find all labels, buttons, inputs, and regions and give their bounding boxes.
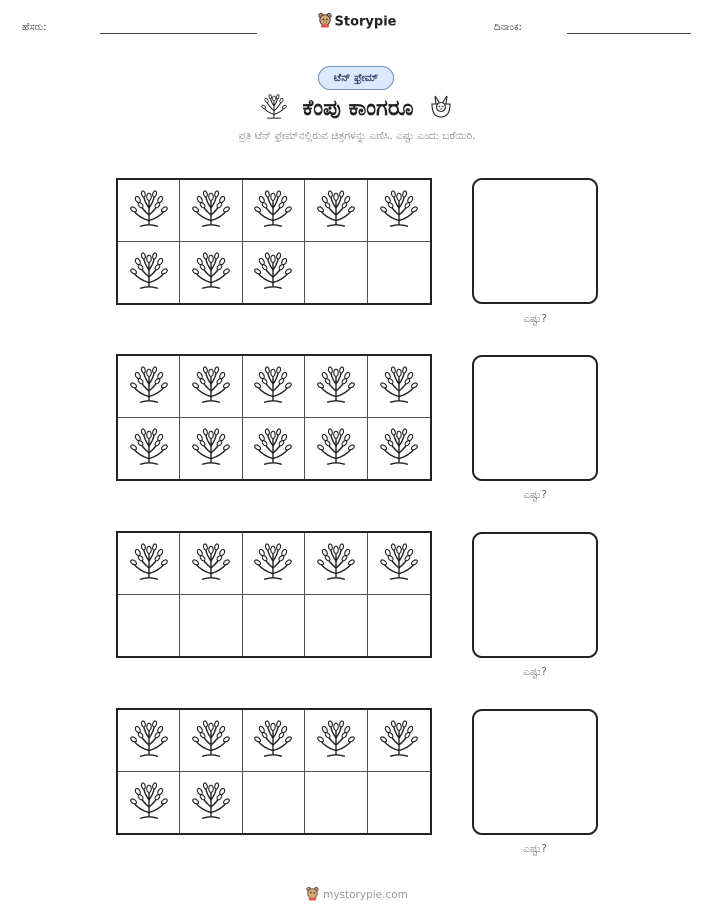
frame-cell: [305, 595, 367, 657]
frame-cell: [118, 595, 180, 657]
frame-cell: [368, 595, 430, 657]
answer-label-2: ಎಷ್ಟು?: [523, 489, 547, 501]
frame-cell: [243, 180, 305, 242]
title-text: ಕೆಂಪು ಕಾಂಗರೂ: [302, 96, 414, 121]
frame-cell: [118, 772, 180, 834]
bear-icon: [306, 886, 319, 904]
frame-cell: [180, 356, 242, 418]
brand-name: Storypie: [334, 14, 397, 30]
answer-box-4[interactable]: [472, 709, 598, 835]
frame-cell: [180, 595, 242, 657]
plant-icon: [128, 425, 170, 471]
plant-icon: [252, 363, 294, 409]
frame-cell: [243, 772, 305, 834]
plant-icon: [315, 540, 357, 586]
plant-icon: [378, 425, 420, 471]
frame-cell: [118, 356, 180, 418]
plant-icon: [378, 540, 420, 586]
answer-box-3[interactable]: [472, 532, 598, 658]
frame-cell: [368, 772, 430, 834]
frame-cell: [368, 533, 430, 595]
footer: [0, 886, 714, 904]
brand-logo: [0, 12, 714, 32]
frame-cell: [305, 242, 367, 304]
answer-box-1[interactable]: [472, 178, 598, 304]
plant-icon: [190, 187, 232, 233]
footer-site: mystorypie.com: [323, 889, 408, 901]
frame-cell: [180, 180, 242, 242]
answer-box-2[interactable]: [472, 355, 598, 481]
answer-label-3: ಎಷ್ಟು?: [523, 666, 547, 678]
ten-frame-2: [116, 354, 432, 481]
frame-cell: [180, 533, 242, 595]
frame-cell: [118, 710, 180, 772]
plant-icon: [128, 779, 170, 825]
frame-cell: [305, 356, 367, 418]
frame-cell: [180, 242, 242, 304]
plant-icon: [252, 425, 294, 471]
frame-cell: [305, 418, 367, 480]
plant-icon: [128, 717, 170, 763]
plant-icon: [128, 540, 170, 586]
name-label: ಹೆಸರು:: [22, 22, 47, 33]
bear-icon: [318, 12, 332, 32]
frame-cell: [118, 242, 180, 304]
plant-icon: [315, 425, 357, 471]
plant-icon: [128, 187, 170, 233]
plant-icon: [252, 187, 294, 233]
frame-cell: [180, 418, 242, 480]
frame-cell: [118, 418, 180, 480]
frame-cell: [368, 710, 430, 772]
frame-cell: [368, 180, 430, 242]
frame-cell: [118, 180, 180, 242]
plant-icon: [190, 249, 232, 295]
date-label: ದಿನಾಂಕ:: [494, 22, 522, 33]
answer-label-4: ಎಷ್ಟು?: [523, 843, 547, 855]
frame-cell: [118, 533, 180, 595]
plant-icon: [378, 363, 420, 409]
frame-cell: [243, 533, 305, 595]
plant-icon: [128, 363, 170, 409]
frame-cell: [305, 533, 367, 595]
worksheet-type-badge: ಟೆನ್ ಫ್ರೇಮ್: [318, 66, 394, 90]
frame-cell: [243, 356, 305, 418]
plant-icon: [190, 540, 232, 586]
instructions: ಪ್ರತಿ ಟೆನ್ ಫ್ರೇಮ್‌ನಲ್ಲಿರುವ ಚಿತ್ರಗಳನ್ನು ಎಣಿಸಿ. ಎಷ್ಟು ಎಂದು ಬರೆಯಿರಿ.: [238, 130, 476, 142]
name-line[interactable]: [100, 33, 257, 34]
frame-cell: [368, 418, 430, 480]
plant-icon: [190, 425, 232, 471]
plant-icon: [190, 363, 232, 409]
frame-cell: [243, 710, 305, 772]
worksheet-title: [0, 92, 714, 126]
frame-cell: [243, 242, 305, 304]
plant-icon: [315, 717, 357, 763]
answer-label-1: ಎಷ್ಟು?: [523, 313, 547, 325]
kangaroo-icon: [428, 93, 454, 125]
frame-cell: [305, 710, 367, 772]
plant-icon: [252, 717, 294, 763]
ten-frame-3: [116, 531, 432, 658]
date-line[interactable]: [567, 33, 691, 34]
plant-icon: [378, 187, 420, 233]
plant-icon: [378, 717, 420, 763]
plant-icon: [252, 540, 294, 586]
plant-icon: [260, 92, 288, 126]
frame-cell: [305, 180, 367, 242]
frame-cell: [305, 772, 367, 834]
plant-icon: [252, 249, 294, 295]
frame-cell: [243, 418, 305, 480]
frame-cell: [243, 595, 305, 657]
frame-cell: [368, 356, 430, 418]
frame-cell: [368, 242, 430, 304]
plant-icon: [190, 717, 232, 763]
plant-icon: [128, 249, 170, 295]
plant-icon: [190, 779, 232, 825]
plant-icon: [315, 363, 357, 409]
frame-cell: [180, 772, 242, 834]
ten-frame-4: [116, 708, 432, 835]
frame-cell: [180, 710, 242, 772]
plant-icon: [315, 187, 357, 233]
ten-frame-1: [116, 178, 432, 305]
